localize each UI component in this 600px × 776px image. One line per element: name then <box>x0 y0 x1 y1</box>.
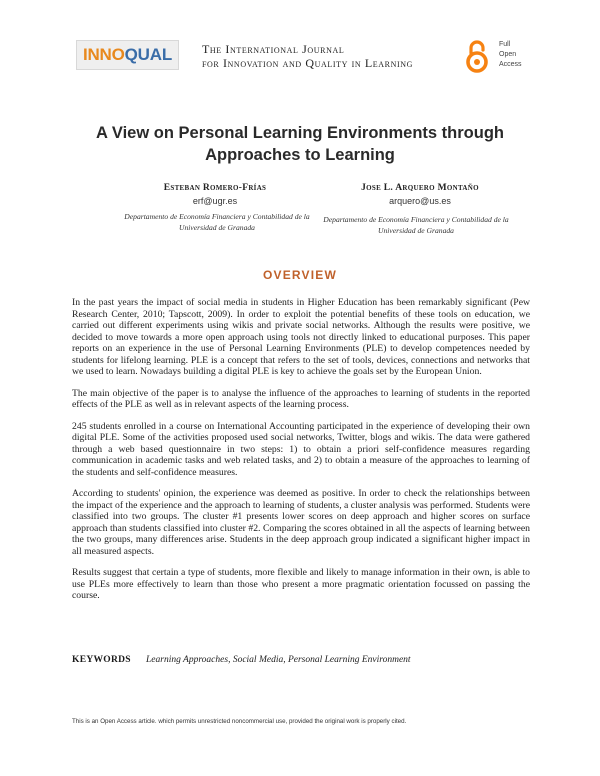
paper-title-line2: Approaches to Learning <box>205 146 395 164</box>
abstract-paragraph: According to students' opinion, the experience was deemed as positive. In order to check the relationships between the impact of the experience and the approach to learning of students, a cluster analysis was performed. Students were classified into two groups. The cluster #1 presents lower scores on deep approach and higher scores on surface approach than students classified into cluster #2. Comparing the scores obtained in all the aspects of learning between the two groups, many differences arise. Students in the deep approach group indicated a significant higher impact in all measured aspects. <box>72 488 530 557</box>
author-name: Esteban Romero-Frías <box>163 183 267 193</box>
journal-title-line2: for Innovation and Quality in Learning <box>202 56 413 70</box>
abstract-paragraph: The main objective of the paper is to analyse the influence of the approaches to learning of students in the reported effects of the PLE as well as in relevant aspects of the learning process. <box>72 387 530 410</box>
open-access-label-line2: Open <box>499 51 517 58</box>
author-block-2 <box>320 182 520 208</box>
open-access-label-line1: Full <box>499 41 511 48</box>
paper-title <box>40 122 560 166</box>
keywords-row <box>72 654 530 666</box>
logo-text-qual: QUAL <box>124 45 173 64</box>
open-access-icon <box>464 38 490 74</box>
journal-header <box>0 34 600 84</box>
author-affiliation-2 <box>298 214 534 236</box>
journal-title-line1: The International Journal <box>202 42 345 56</box>
paper-title-line1: A View on Personal Learning Environments through <box>96 124 504 142</box>
section-heading-overview: OVERVIEW <box>262 268 338 282</box>
abstract-paragraph: Results suggest that certain a type of students, more flexible and likely to manage information in their own, is able to use PLEs more effectively to learn than those who present a more pragmatic orientation focussed on passing the course. <box>72 567 530 601</box>
affiliation-line1: Departamento de Economía Financiera y Contabilidad de la <box>323 215 509 224</box>
author-email: erf@ugr.es <box>192 196 238 206</box>
journal-title <box>202 42 452 70</box>
affiliation-line2: Universidad de Granada <box>378 226 454 235</box>
affiliation-line2: Universidad de Granada <box>179 223 255 232</box>
abstract-paragraph: In the past years the impact of social media in students in Higher Education has been remarkably significant (Pew Research Center, 2010; Tapscott, 2009). In order to exploit the potential benefits of these tools on education, we carried out different experiments using wikis and private social networks. Although the results were positive, we decided to move towards a more open approach using tools not directly linked to educational purposes. This paper reports on an experience in the use of Personal Learning Environments (PLE) to develop competences needed by students for lifelong learning. PLE is a concept that refers to the set of tools, devices, connections and networks that we used to learn. Nowadays building a digital PLE is key to achieve the goals set by the European Union. <box>72 297 530 377</box>
keywords-label: KEYWORDS <box>72 655 131 665</box>
author-block-1 <box>130 182 300 208</box>
keywords-value: Learning Approaches, Social Media, Personal Learning Environment <box>146 655 411 665</box>
innoqual-logo <box>76 40 179 70</box>
author-email: arquero@us.es <box>389 196 451 206</box>
author-affiliation-1 <box>112 211 322 233</box>
open-access-label <box>499 40 522 70</box>
author-name: Jose L. Arquero Montaño <box>361 183 479 193</box>
affiliation-line1: Departamento de Economía Financiera y Contabilidad de la <box>124 212 310 221</box>
abstract-paragraph: 245 students enrolled in a course on International Accounting participated in the experience of developing their own digital PLE. Some of the activities proposed used social networks, Twitter, blogs and wikis. The data were gathered through a web based questionnaire in two steps: 1) to obtain a priori self-confidence measures regarding communication in academic tasks and web related tasks, and 2) to obtain a measure of the approaches to learning of the students and self-confidence measures. <box>72 420 530 478</box>
logo-text-inno: INNO <box>82 45 125 64</box>
license-footer: This is an Open Access article. which permits unrestricted noncommercial use, provided the original work is properly cited. <box>72 718 407 725</box>
open-access-label-line3: Access <box>499 61 522 68</box>
abstract-body <box>72 297 530 612</box>
